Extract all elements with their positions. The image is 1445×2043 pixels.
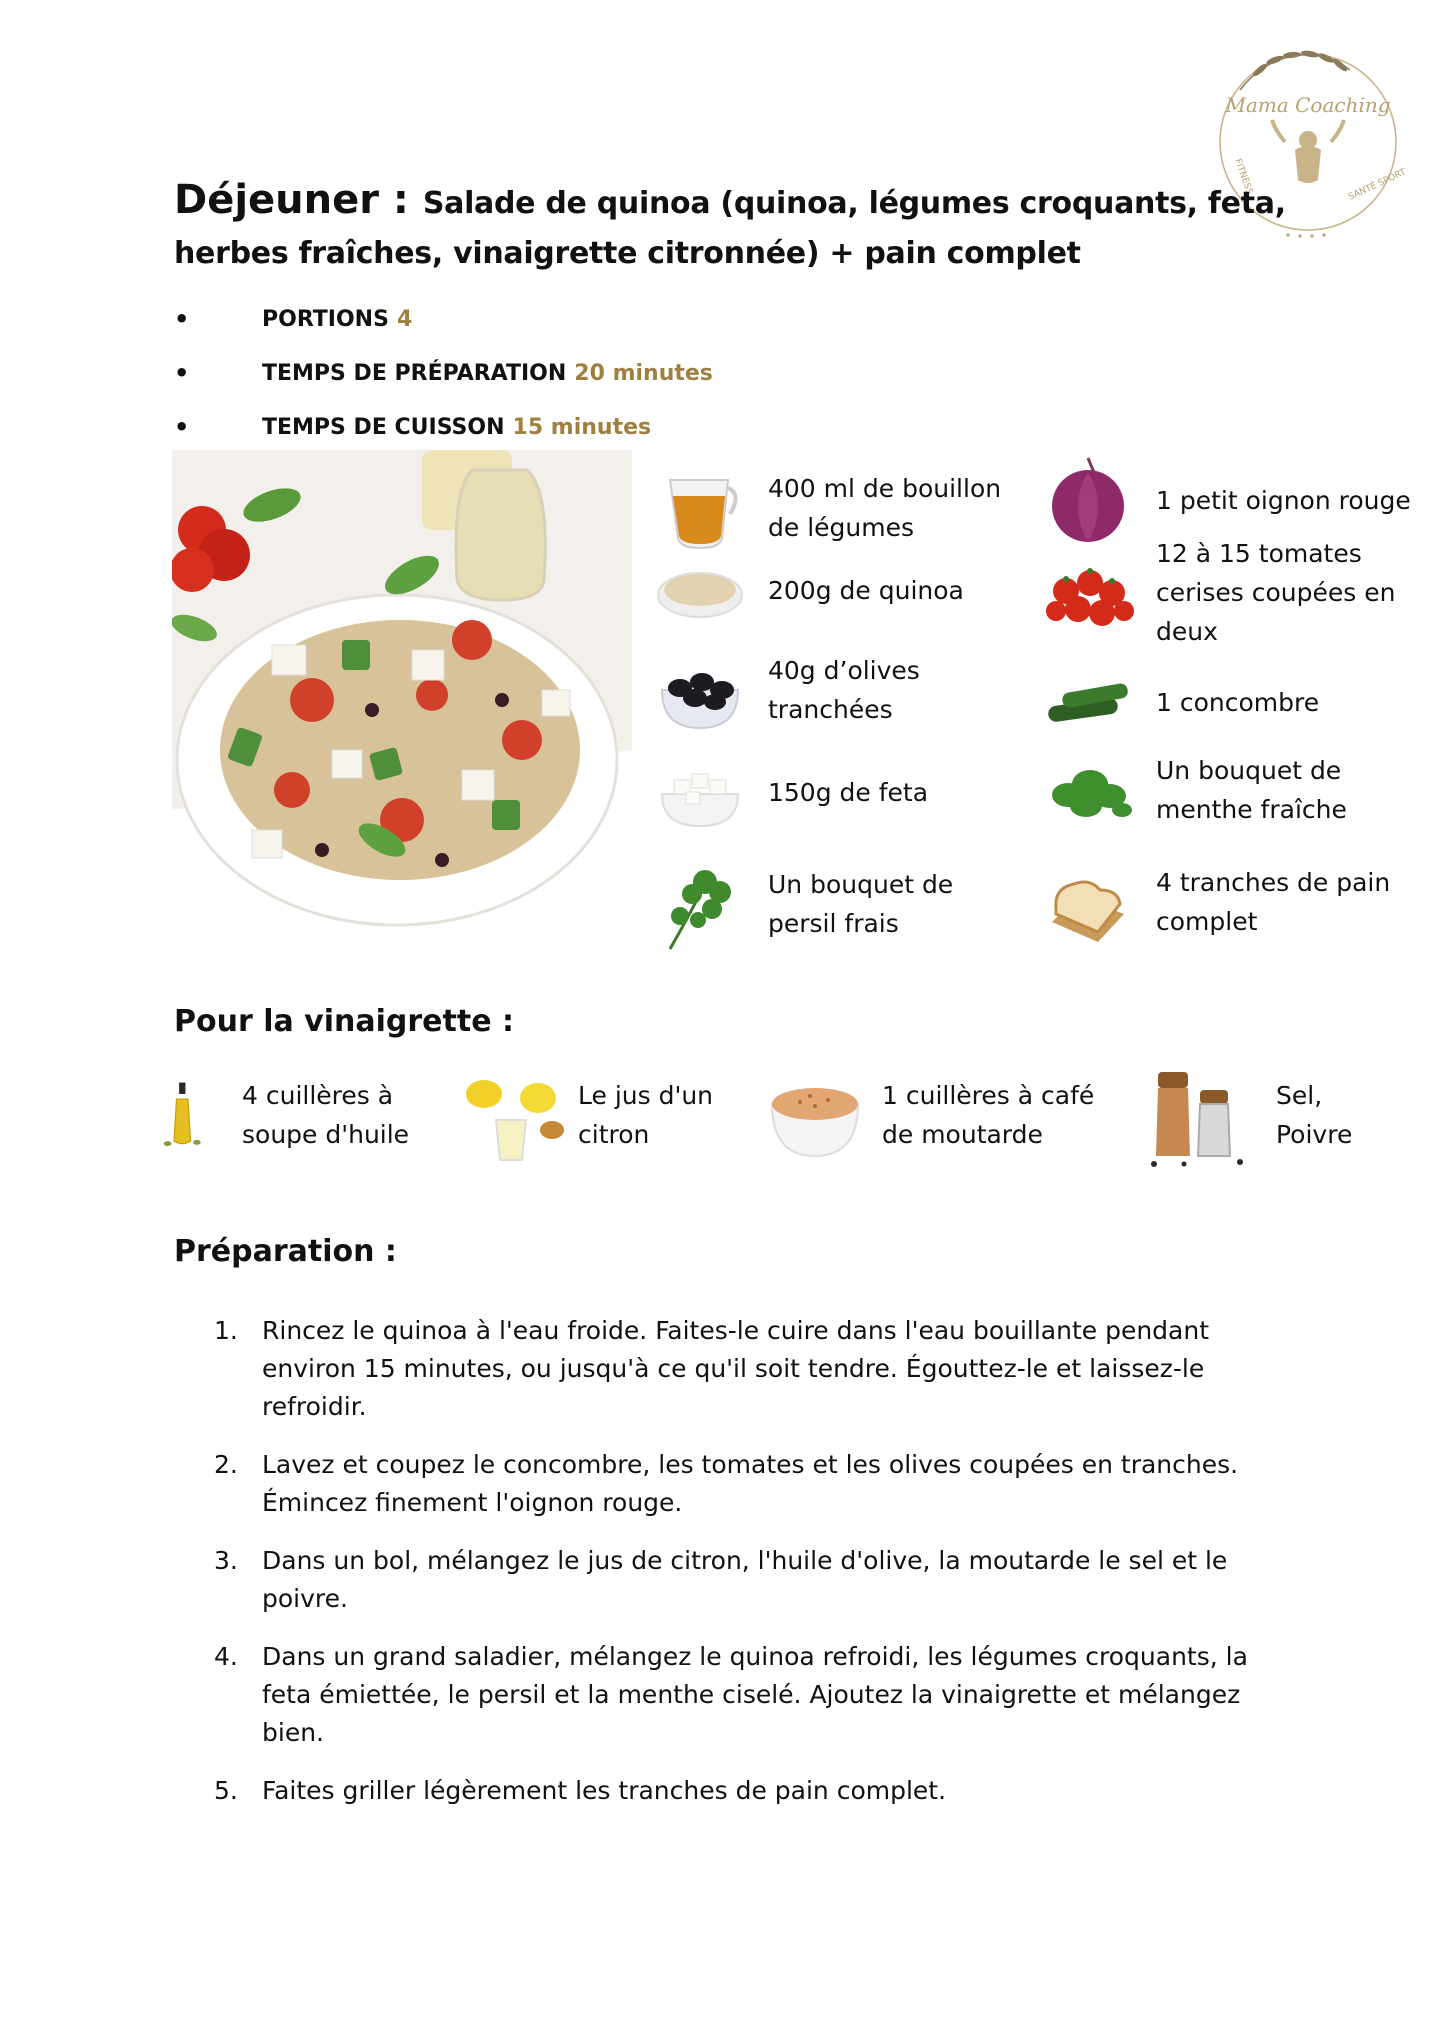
ingredient-item xyxy=(650,540,1008,640)
recipe-name: Salade de quinoa (quinoa, légumes croquants, feta, herbes fraîches, vinaigrette citronnée) + pain complet xyxy=(174,186,1286,271)
step-item xyxy=(214,1542,1264,1618)
ingredient-item xyxy=(650,854,1008,954)
vinaigrette-line: 4 cuillères à xyxy=(242,1081,394,1110)
step-text: Dans un grand saladier, mélangez le quinoa refroidi, les légumes croquants, la feta émiettée, le persil et la menthe ciselé. Ajoutez la vinaigrette et mélangez bien. xyxy=(262,1642,1248,1747)
preparation-steps xyxy=(214,1312,1264,1830)
ingredient-text: 400 ml de bouillon de légumes xyxy=(768,474,1002,542)
step-text: Rincez le quinoa à l'eau froide. Faites-le cuire dans l'eau bouillante pendant environ 15 minutes, ou jusqu'à ce qu'il soit tendre. Égouttez-le et laissez-le refroidir. xyxy=(262,1316,1210,1421)
quinoa-bowl-icon xyxy=(650,540,750,640)
meta-value: 15 minutes xyxy=(512,414,652,440)
preparation-title: Préparation : xyxy=(174,1234,397,1269)
ingredient-text: Un bouquet de persil frais xyxy=(768,870,954,938)
meta-value: 20 minutes xyxy=(574,360,713,386)
vinaigrette-line: Poivre xyxy=(1276,1120,1353,1149)
step-number: 2. xyxy=(214,1450,238,1479)
vinaigrette-item xyxy=(760,1060,1094,1170)
step-text: Dans un bol, mélangez le jus de citron, l'huile d'olive, la moutarde le sel et le poivre. xyxy=(262,1546,1228,1613)
step-item xyxy=(214,1312,1264,1426)
svg-text:FITNESS: FITNESS xyxy=(1232,157,1255,196)
parsley-icon xyxy=(650,854,750,954)
step-number: 4. xyxy=(214,1642,238,1671)
ingredient-item xyxy=(1038,534,1416,651)
mint-icon xyxy=(1038,740,1138,840)
salt-pepper-icon xyxy=(1134,1060,1264,1170)
feta-bowl-icon xyxy=(650,742,750,842)
step-item xyxy=(214,1638,1264,1752)
cucumber-icon xyxy=(1038,652,1138,752)
ingredient-item xyxy=(1038,652,1416,752)
meta-label: TEMPS DE PRÉPARATION xyxy=(262,360,567,386)
vinaigrette-title: Pour la vinaigrette : xyxy=(174,1004,514,1039)
step-item xyxy=(214,1772,1264,1810)
ingredient-item xyxy=(1038,852,1416,952)
vinaigrette-item xyxy=(1134,1060,1352,1170)
meta-prep-time xyxy=(174,346,974,400)
olives-bowl-icon xyxy=(650,640,750,740)
meta-label: PORTIONS xyxy=(262,306,389,332)
vinaigrette-line: soupe d'huile xyxy=(242,1120,410,1149)
recipe-meta xyxy=(174,292,974,454)
meta-cook-time xyxy=(174,400,974,454)
step-number: 1. xyxy=(214,1316,238,1345)
vinaigrette-line: Sel, xyxy=(1276,1081,1323,1110)
step-item xyxy=(214,1446,1264,1522)
vinaigrette-line: de moutarde xyxy=(882,1120,1043,1149)
bread-icon xyxy=(1038,852,1138,952)
mustard-bowl-icon xyxy=(760,1060,870,1170)
svg-text:Mama Coaching: Mama Coaching xyxy=(1225,93,1391,117)
ingredient-text: 4 tranches de pain complet xyxy=(1156,868,1391,936)
ingredient-text: 200g de quinoa xyxy=(768,575,964,605)
ingredient-text: 150g de feta xyxy=(768,777,929,807)
vinaigrette-text xyxy=(1276,1076,1352,1154)
step-number: 5. xyxy=(214,1776,238,1805)
step-text: Faites griller légèrement les tranches de pain complet. xyxy=(262,1776,947,1805)
vinaigrette-item xyxy=(456,1060,713,1170)
salad-photo xyxy=(172,450,632,970)
meal-label: Déjeuner : xyxy=(174,177,423,223)
vinaigrette-text xyxy=(578,1076,713,1154)
ingredient-item xyxy=(650,640,1008,740)
ingredient-text: 1 petit oignon rouge xyxy=(1156,485,1411,515)
bullet-icon: • xyxy=(174,305,190,333)
ingredient-text: 40g d’olives tranchées xyxy=(768,656,920,724)
ingredient-text: 12 à 15 tomates cerises coupées en deux xyxy=(1156,539,1396,646)
bullet-icon: • xyxy=(174,413,190,441)
recipe-title xyxy=(174,176,1314,278)
lemon-juice-icon xyxy=(456,1060,566,1170)
vinaigrette-text xyxy=(882,1076,1094,1154)
svg-text:SANTÉ SPORT: SANTÉ SPORT xyxy=(1347,167,1408,203)
meta-value: 4 xyxy=(396,306,413,332)
ingredient-item xyxy=(650,742,1008,842)
step-text: Lavez et coupez le concombre, les tomates et les olives coupées en tranches. Émincez finement l'oignon rouge. xyxy=(262,1450,1239,1517)
meta-label: TEMPS DE CUISSON xyxy=(262,414,505,440)
vinaigrette-line: 1 cuillères à café xyxy=(882,1081,1095,1110)
ingredient-item xyxy=(1038,740,1416,840)
vinaigrette-line: Le jus d'un xyxy=(578,1081,714,1110)
vinaigrette-line: citron xyxy=(578,1120,650,1149)
bullet-icon: • xyxy=(174,359,190,387)
vinaigrette-item xyxy=(160,1060,409,1170)
meta-portions xyxy=(174,292,974,346)
cherry-tomatoes-icon xyxy=(1038,543,1138,643)
step-number: 3. xyxy=(214,1546,238,1575)
ingredient-text: Un bouquet de menthe fraîche xyxy=(1156,756,1347,824)
olive-oil-icon xyxy=(160,1060,230,1170)
vinaigrette-text xyxy=(242,1076,409,1154)
ingredient-text: 1 concombre xyxy=(1156,687,1320,717)
